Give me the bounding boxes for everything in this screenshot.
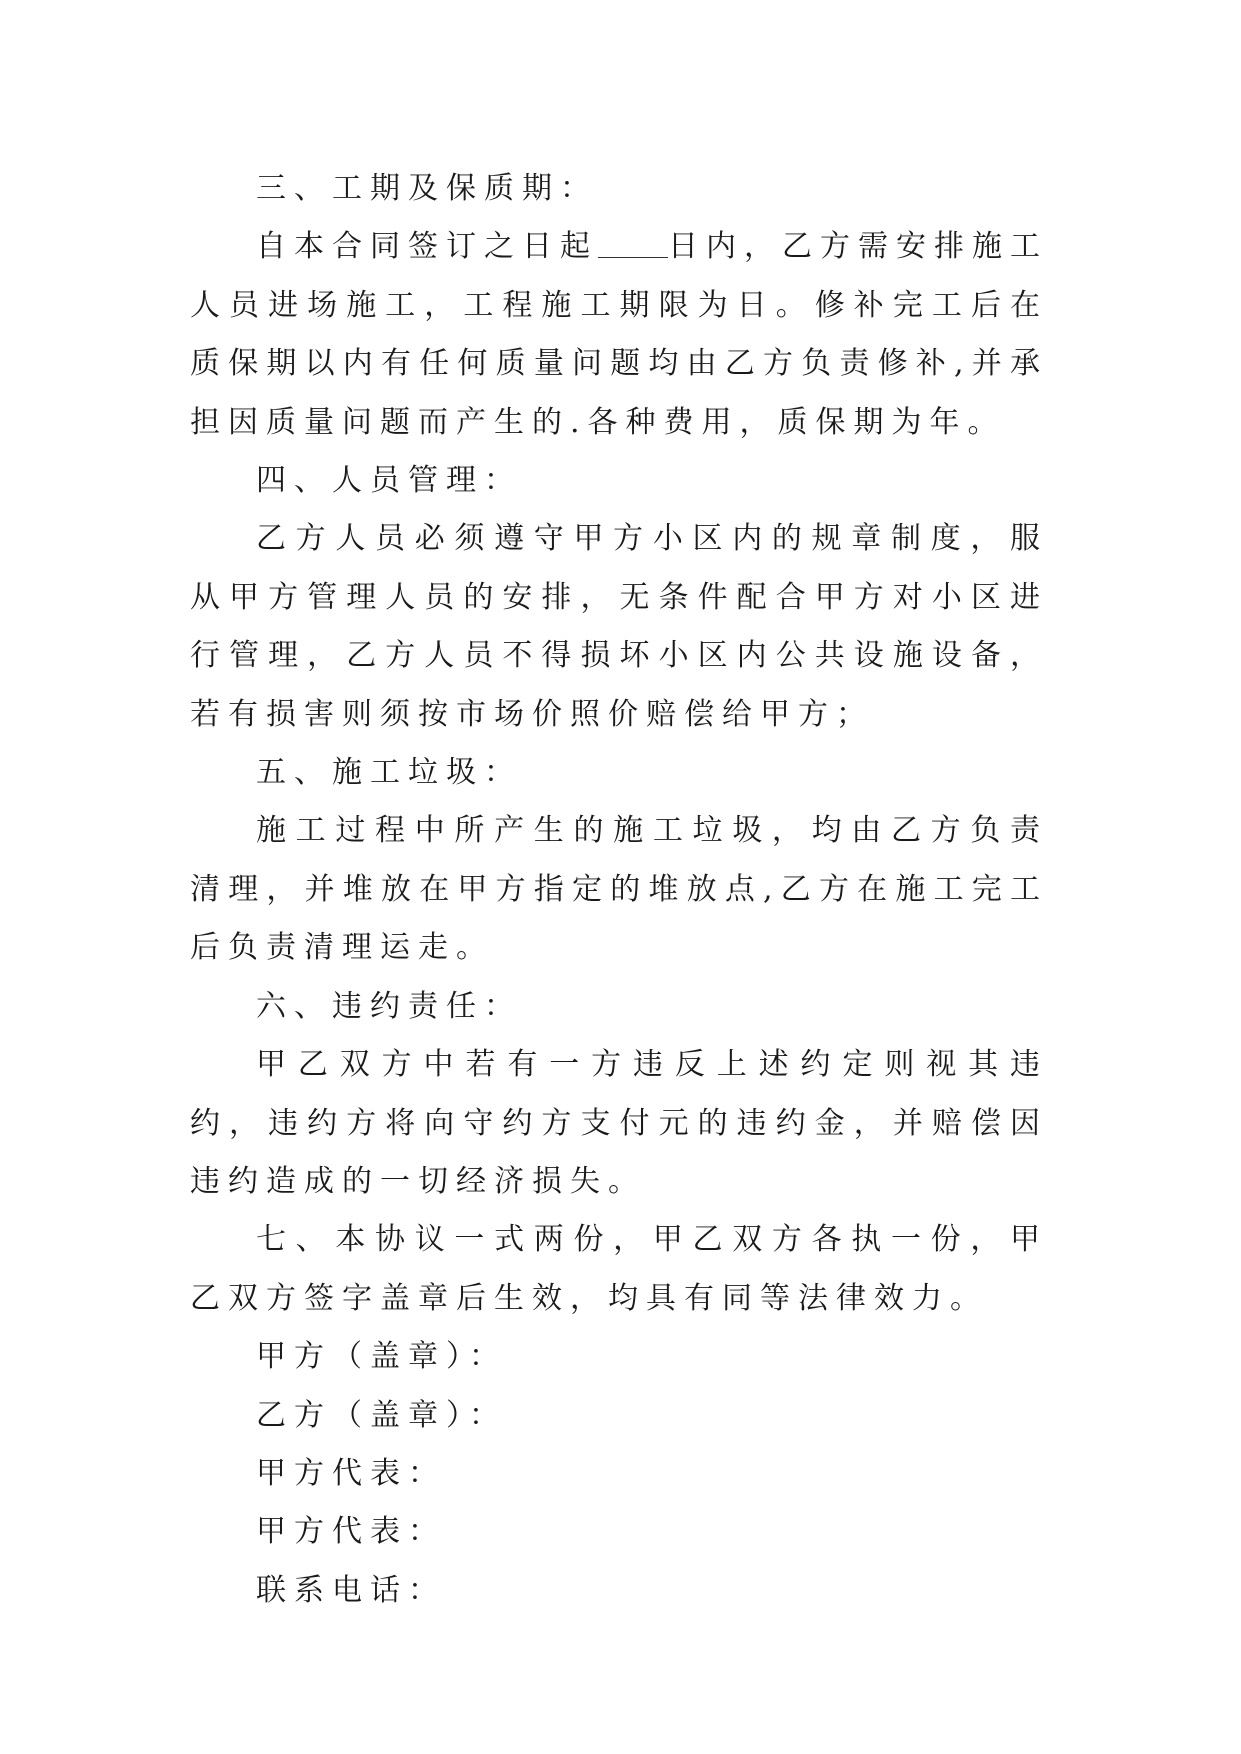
section-3-body-start: 自本合同签订之日起 [256, 229, 598, 265]
section-5-body: 施工过程中所产生的施工垃圾，均由乙方负责清理，并堆放在甲方指定的堆放点,乙方在施工完工后负责清理运走。 [190, 813, 1048, 966]
section-3-body [190, 218, 1048, 452]
section-3-body-rest: 日内，乙方需安排施工人员进场施工，工程施工期限为日。修补完工后在质保期以内有任何质量问题均由乙方负责修补,并承担因质量问题而产生的.各种费用，质保期为年。 [190, 229, 1048, 440]
party-a-seal-line: 甲方（盖章）： [256, 1339, 507, 1375]
section-5-heading: 五、施工垃圾： [256, 755, 522, 791]
contact-phone-line: 联系电话： [256, 1572, 446, 1608]
section-4-heading: 四、人员管理： [256, 463, 522, 499]
document-page [190, 160, 1048, 1620]
section-4-body: 乙方人员必须遵守甲方小区内的规章制度，服从甲方管理人员的安排，无条件配合甲方对小区进行管理，乙方人员不得损坏小区内公共设施设备，若有损害则须按市场价照价赔偿给甲方； [190, 521, 1048, 732]
section-6-body: 甲乙双方中若有一方违反上述约定则视其违约，违约方将向守约方支付元的违约金，并赔偿因违约造成的一切经济损失。 [190, 1047, 1048, 1199]
party-a-representative-line-2: 甲方代表： [256, 1514, 446, 1550]
section-3-heading: 三、工期及保质期： [256, 171, 598, 206]
section-7-body: 七、本协议一式两份，甲乙双方各执一份，甲乙双方签字盖章后生效，均具有同等法律效力。 [190, 1222, 1048, 1316]
party-b-seal-line: 乙方（盖章）： [256, 1397, 507, 1433]
party-a-representative-line: 甲方代表： [256, 1455, 446, 1491]
days-blank-field [598, 227, 668, 258]
section-6-heading: 六、违约责任： [256, 988, 522, 1024]
